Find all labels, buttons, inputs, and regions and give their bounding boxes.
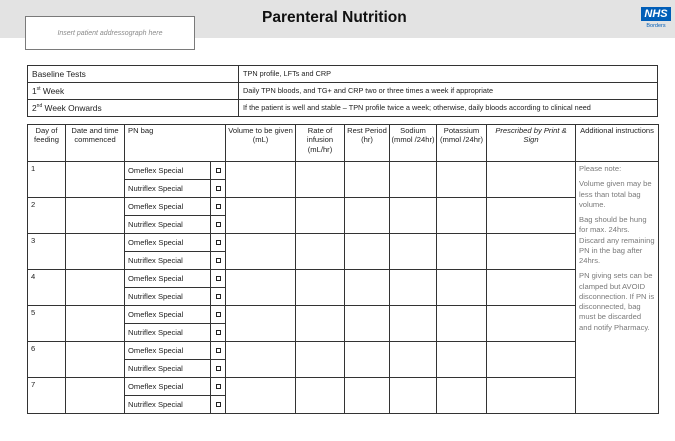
- feeding-row: [28, 342, 659, 360]
- pn-bag-checkbox[interactable]: [216, 222, 221, 227]
- potassium-cell[interactable]: [437, 270, 487, 306]
- sodium-cell[interactable]: [390, 270, 437, 306]
- prescribed-by-cell[interactable]: [487, 270, 576, 306]
- pn-bag-checkbox[interactable]: [216, 402, 221, 407]
- note-paragraph: PN giving sets can be clamped but AVOID disconnection. If PN is disconnected, bag must be discarded and notify Pharmacy.: [579, 271, 655, 332]
- rate-cell[interactable]: [296, 198, 345, 234]
- rest-period-cell[interactable]: [345, 306, 390, 342]
- baseline-tests-table: [27, 65, 658, 117]
- day-number: 5: [28, 306, 66, 342]
- day-number: 4: [28, 270, 66, 306]
- header-rest-period: Rest Period (hr): [345, 125, 390, 162]
- prescribed-by-cell[interactable]: [487, 378, 576, 414]
- sodium-cell[interactable]: [390, 234, 437, 270]
- prescribed-by-cell[interactable]: [487, 234, 576, 270]
- pn-bag-checkbox[interactable]: [216, 276, 221, 281]
- volume-cell[interactable]: [226, 270, 296, 306]
- potassium-cell[interactable]: [437, 162, 487, 198]
- pn-bag-option: Nutriflex Special: [125, 324, 211, 342]
- header-pn-bag: PN bag: [125, 125, 226, 162]
- day-number: 3: [28, 234, 66, 270]
- pn-bag-checkbox-cell: [211, 216, 226, 234]
- pn-bag-option: Nutriflex Special: [125, 288, 211, 306]
- feeding-row: [28, 162, 659, 180]
- pn-bag-option: Nutriflex Special: [125, 396, 211, 414]
- rate-cell[interactable]: [296, 342, 345, 378]
- pn-bag-option: Omeflex Special: [125, 342, 211, 360]
- baseline-label-ordinal: nd: [36, 103, 43, 109]
- pn-bag-option: Nutriflex Special: [125, 216, 211, 234]
- pn-bag-checkbox[interactable]: [216, 240, 221, 245]
- pn-bag-checkbox[interactable]: [216, 204, 221, 209]
- pn-bag-checkbox[interactable]: [216, 312, 221, 317]
- page-title: Parenteral Nutrition: [262, 9, 407, 26]
- potassium-cell[interactable]: [437, 234, 487, 270]
- volume-cell[interactable]: [226, 378, 296, 414]
- rate-cell[interactable]: [296, 270, 345, 306]
- pn-bag-option: Nutriflex Special: [125, 252, 211, 270]
- day-number: 1: [28, 162, 66, 198]
- rate-cell[interactable]: [296, 162, 345, 198]
- prescribed-by-cell[interactable]: [487, 306, 576, 342]
- pn-bag-checkbox-cell: [211, 360, 226, 378]
- volume-cell[interactable]: [226, 198, 296, 234]
- header-prescribed-by: Prescribed by Print & Sign: [487, 125, 576, 162]
- pn-bag-checkbox[interactable]: [216, 330, 221, 335]
- pn-bag-checkbox-cell: [211, 306, 226, 324]
- date-time-cell[interactable]: [66, 234, 125, 270]
- header-sodium: Sodium (mmol /24hr): [390, 125, 437, 162]
- feeding-row: [28, 378, 659, 396]
- header-additional-instructions: Additional instructions: [576, 125, 659, 162]
- potassium-cell[interactable]: [437, 198, 487, 234]
- day-number: 7: [28, 378, 66, 414]
- date-time-cell[interactable]: [66, 162, 125, 198]
- pn-bag-checkbox-cell: [211, 180, 226, 198]
- baseline-label-text: 1: [32, 85, 37, 96]
- feeding-row: [28, 270, 659, 288]
- day-number: 6: [28, 342, 66, 378]
- header-volume: Volume to be given (mL): [226, 125, 296, 162]
- pn-bag-checkbox-cell: [211, 270, 226, 288]
- rate-cell[interactable]: [296, 378, 345, 414]
- pn-bag-checkbox-cell: [211, 198, 226, 216]
- baseline-row-value: Daily TPN bloods, and TG+ and CRP two or three times a week if appropriate: [239, 83, 658, 100]
- pn-bag-option: Omeflex Special: [125, 378, 211, 396]
- rest-period-cell[interactable]: [345, 342, 390, 378]
- rest-period-cell[interactable]: [345, 234, 390, 270]
- note-paragraph: Bag should be hung for max. 24hrs. Discard any remaining PN in the bag after 24hrs.: [579, 215, 655, 265]
- pn-bag-checkbox-cell: [211, 288, 226, 306]
- pn-bag-option: Omeflex Special: [125, 162, 211, 180]
- sodium-cell[interactable]: [390, 198, 437, 234]
- baseline-label-rest: Week Onwards: [42, 102, 102, 113]
- pn-bag-checkbox-cell: [211, 252, 226, 270]
- rest-period-cell[interactable]: [345, 378, 390, 414]
- header-rate: Rate of infusion (mL/hr): [296, 125, 345, 162]
- baseline-label-rest: Week: [40, 85, 65, 96]
- note-paragraph: Volume given may be less than total bag volume.: [579, 179, 652, 209]
- nhs-logo-subtext: Borders: [646, 23, 666, 29]
- header-potassium: Potassium (mmol /24hr): [437, 125, 487, 162]
- baseline-row: [28, 66, 658, 83]
- feeding-row: [28, 306, 659, 324]
- volume-cell[interactable]: [226, 342, 296, 378]
- prescribed-by-cell[interactable]: [487, 198, 576, 234]
- pn-bag-checkbox-cell: [211, 396, 226, 414]
- header-date-commenced: Date and time commenced: [66, 125, 125, 162]
- pn-bag-checkbox[interactable]: [216, 348, 221, 353]
- baseline-row-value: TPN profile, LFTs and CRP: [239, 66, 658, 83]
- baseline-row: [28, 100, 658, 117]
- addressograph-placeholder: Insert patient addressograph here: [57, 29, 163, 37]
- date-time-cell[interactable]: [66, 198, 125, 234]
- potassium-cell[interactable]: [437, 378, 487, 414]
- pn-bag-checkbox[interactable]: [216, 186, 221, 191]
- pn-bag-checkbox[interactable]: [216, 168, 221, 173]
- feeding-row: [28, 198, 659, 216]
- rate-cell[interactable]: [296, 234, 345, 270]
- baseline-label-ordinal: st: [36, 86, 41, 92]
- header-day-of-feeding: Day of feeding: [28, 125, 66, 162]
- baseline-row: [28, 83, 658, 100]
- nhs-logo-mark: NHS: [641, 7, 670, 21]
- baseline-label-text: Baseline Tests: [32, 68, 86, 79]
- volume-cell[interactable]: [226, 234, 296, 270]
- pn-bag-checkbox-cell: [211, 162, 226, 180]
- potassium-cell[interactable]: [437, 306, 487, 342]
- pn-prescription-chart: [27, 124, 659, 414]
- sodium-cell[interactable]: [390, 162, 437, 198]
- prescribed-by-cell[interactable]: [487, 162, 576, 198]
- rest-period-cell[interactable]: [345, 270, 390, 306]
- baseline-label-text: 2: [32, 102, 37, 113]
- date-time-cell[interactable]: [66, 270, 125, 306]
- date-time-cell[interactable]: [66, 342, 125, 378]
- pn-bag-checkbox-cell: [211, 378, 226, 396]
- rate-cell[interactable]: [296, 306, 345, 342]
- pn-bag-option: Omeflex Special: [125, 198, 211, 216]
- volume-cell[interactable]: [226, 306, 296, 342]
- baseline-row-label: [28, 83, 239, 100]
- feeding-row: [28, 234, 659, 252]
- pn-bag-option: Nutriflex Special: [125, 180, 211, 198]
- pn-bag-option: Omeflex Special: [125, 234, 211, 252]
- day-number: 2: [28, 198, 66, 234]
- baseline-row-value: If the patient is well and stable – TPN profile twice a week; otherwise, daily bloods according to clinical need: [239, 100, 658, 117]
- pn-bag-checkbox[interactable]: [216, 258, 221, 263]
- pn-bag-checkbox[interactable]: [216, 366, 221, 371]
- rest-period-cell[interactable]: [345, 198, 390, 234]
- pn-bag-option: Nutriflex Special: [125, 360, 211, 378]
- pn-bag-checkbox-cell: [211, 324, 226, 342]
- baseline-row-label: [28, 66, 239, 83]
- pn-bag-checkbox-cell: [211, 342, 226, 360]
- pn-bag-checkbox[interactable]: [216, 384, 221, 389]
- rest-period-cell[interactable]: [345, 162, 390, 198]
- prescribed-by-cell[interactable]: [487, 342, 576, 378]
- sodium-cell[interactable]: [390, 378, 437, 414]
- date-time-cell[interactable]: [66, 306, 125, 342]
- pn-bag-checkbox[interactable]: [216, 294, 221, 299]
- volume-cell[interactable]: [226, 162, 296, 198]
- note-paragraph: Please note:: [579, 164, 622, 173]
- pn-bag-option: Omeflex Special: [125, 306, 211, 324]
- potassium-cell[interactable]: [437, 342, 487, 378]
- additional-instructions-notes: [576, 162, 659, 414]
- baseline-row-label: [28, 100, 239, 117]
- sodium-cell[interactable]: [390, 342, 437, 378]
- pn-bag-option: Omeflex Special: [125, 270, 211, 288]
- addressograph-box[interactable]: [25, 16, 195, 50]
- nhs-borders-logo: [640, 4, 672, 29]
- date-time-cell[interactable]: [66, 378, 125, 414]
- pn-bag-checkbox-cell: [211, 234, 226, 252]
- sodium-cell[interactable]: [390, 306, 437, 342]
